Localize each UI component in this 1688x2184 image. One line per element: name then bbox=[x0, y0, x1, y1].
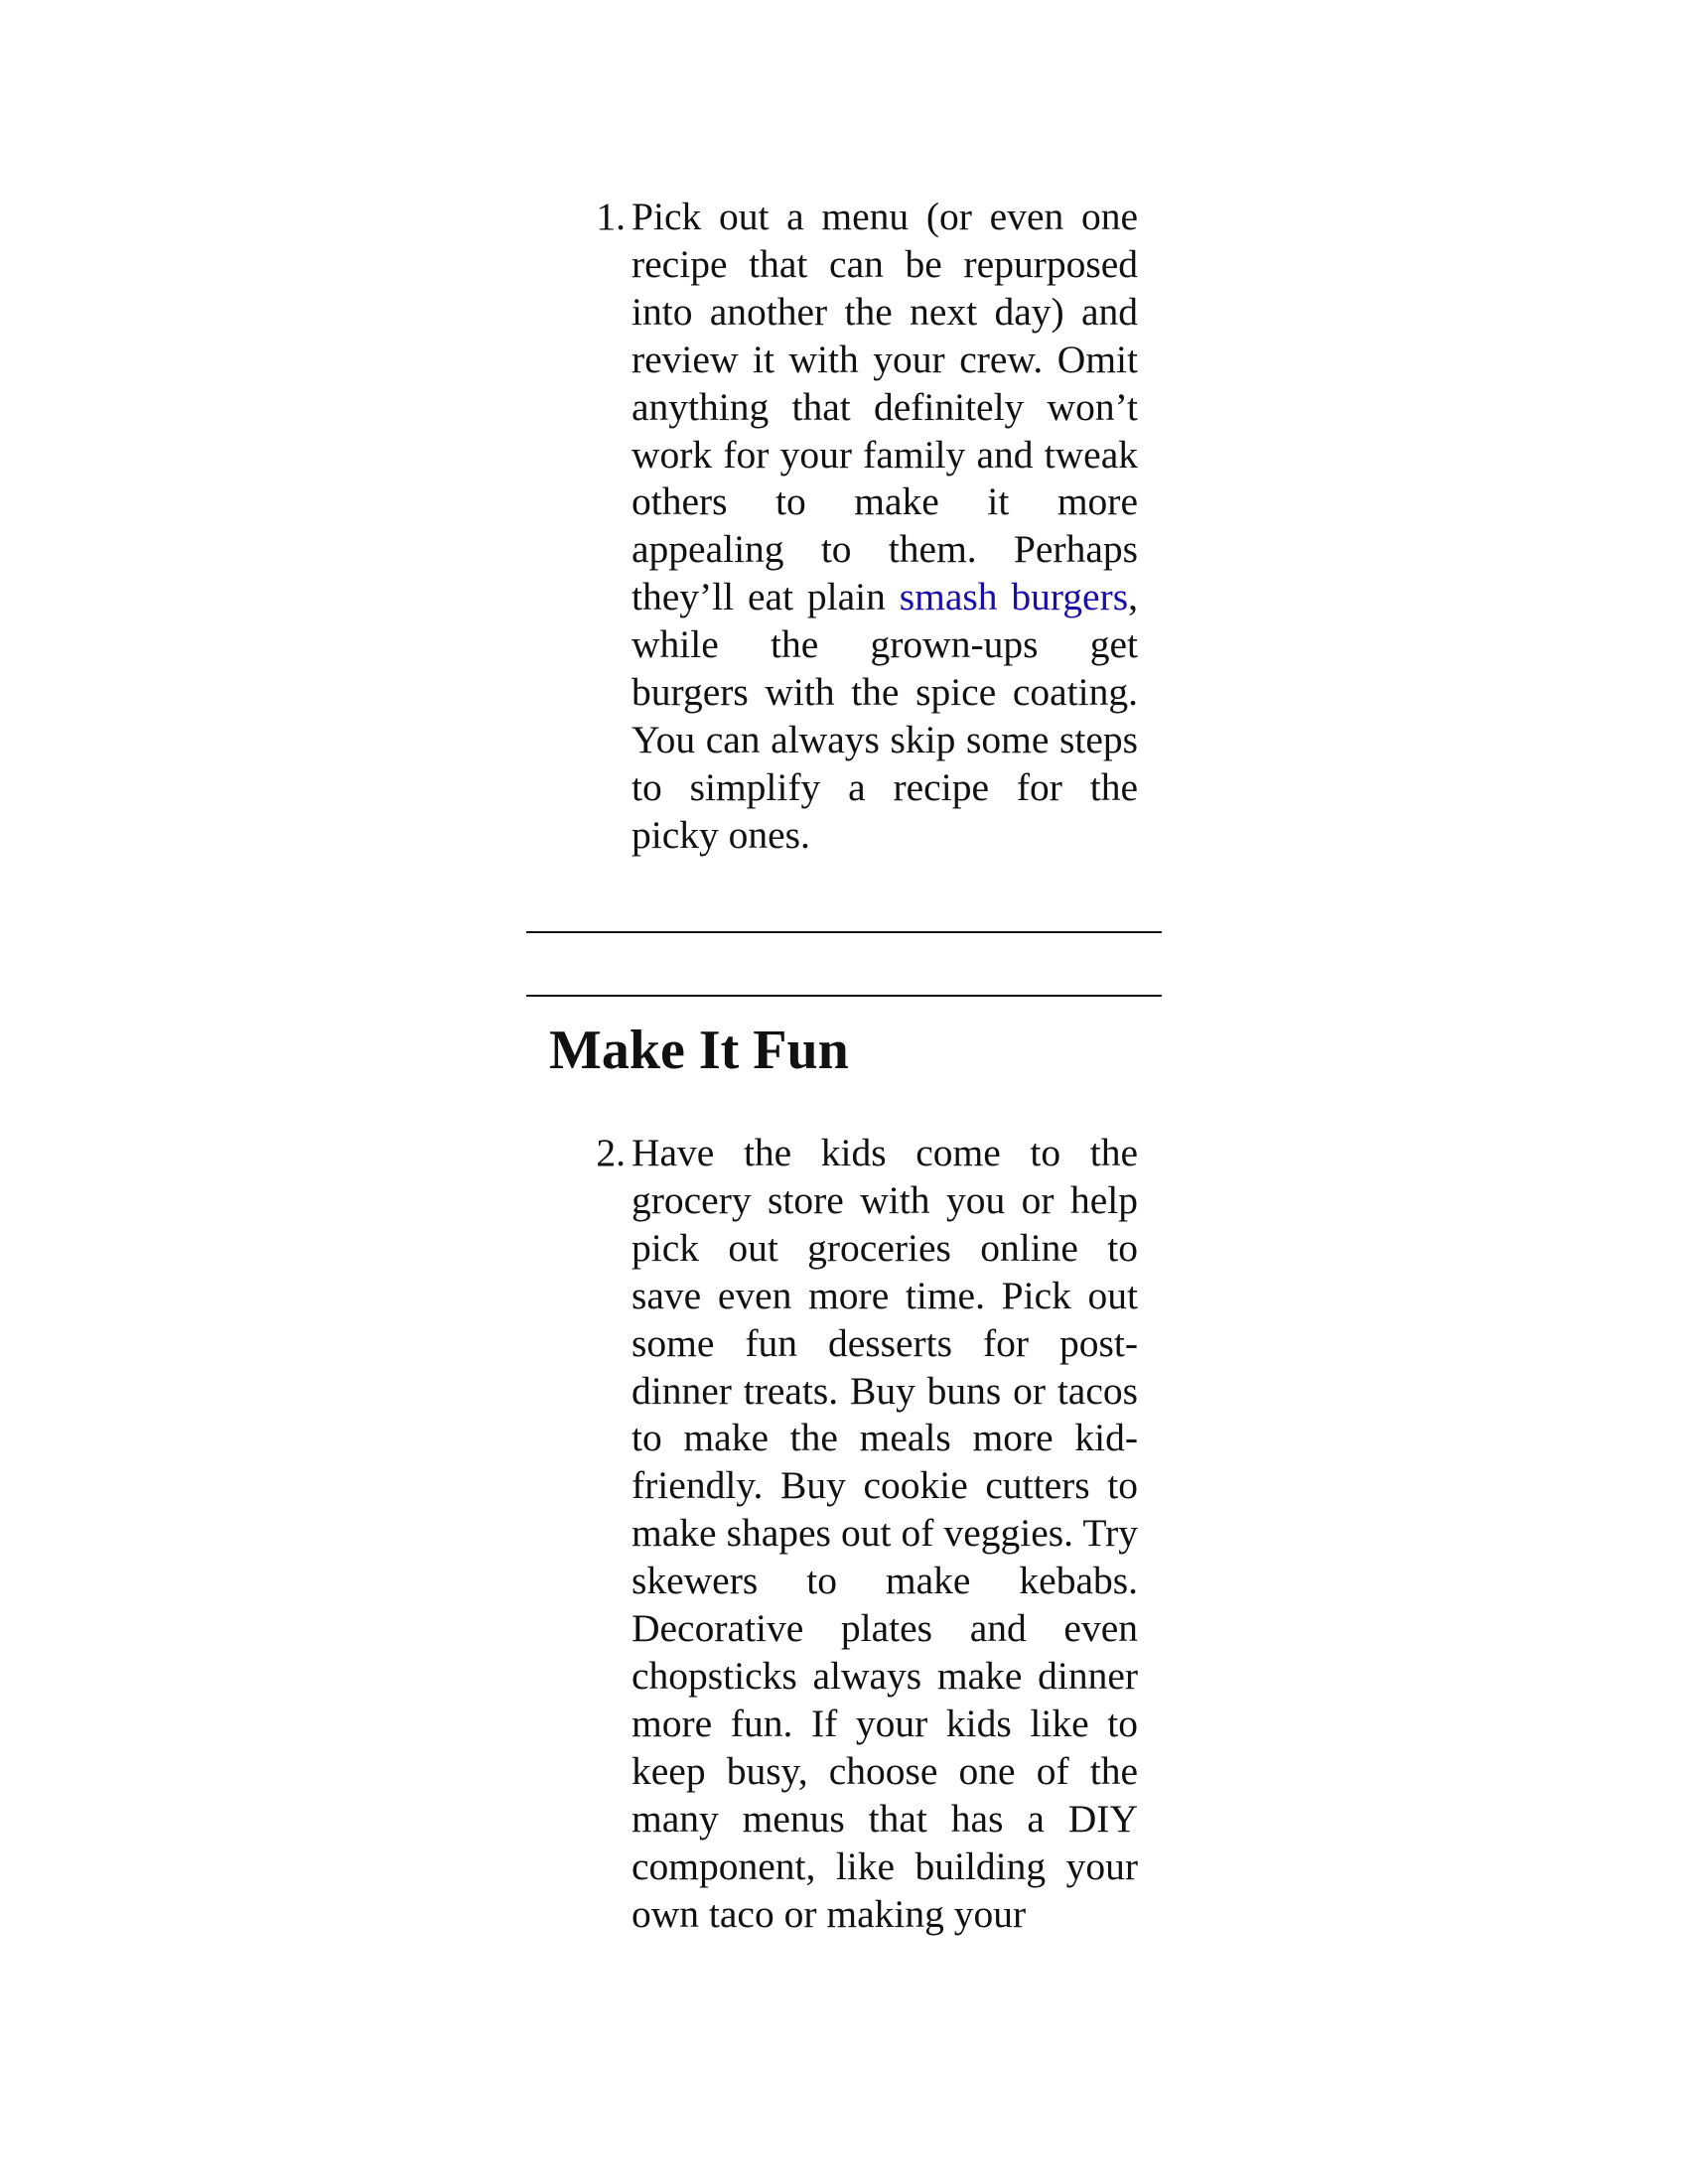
list-item-1-block bbox=[526, 194, 1162, 860]
section-divider-bottom bbox=[526, 995, 1162, 997]
list-item-2-block bbox=[526, 1130, 1162, 1938]
list-item-text-before-link: Pick out a menu (or even one recipe that can be repurposed into another the next day) and review it with your crew. Omit anything that definitely won’t work for your family and tweak others to make it more appealing to them. Perhaps they’ll eat plain bbox=[632, 195, 1138, 619]
smash-burgers-link[interactable]: smash burgers bbox=[899, 575, 1129, 619]
list-item-text-after-link: , while the grown-ups get burgers with the spice coating. You can always skip some steps to simplify a recipe for the picky ones. bbox=[632, 575, 1138, 857]
list-item-number: 2. bbox=[596, 1131, 626, 1174]
section-heading: Make It Fun bbox=[549, 1020, 849, 1081]
list-item-text: Have the kids come to the grocery store with you or help pick out groceries online to save even more time. Pick out some fun desserts for post-dinner treats. Buy buns or tacos to make the meals more kid-friendly. Buy cookie cutters to make shapes out of veggies. Try skewers to make kebabs. Decorative plates and even chopsticks always make dinner more fun. If your kids like to keep busy, choose one of the many menus that has a DIY component, like building your own taco or making your bbox=[632, 1131, 1138, 1936]
list-item-number: 1. bbox=[596, 195, 626, 238]
list-item bbox=[526, 194, 1162, 860]
section-divider-top bbox=[526, 931, 1162, 933]
list-item-text bbox=[632, 194, 1138, 860]
list-item bbox=[526, 1130, 1162, 1938]
